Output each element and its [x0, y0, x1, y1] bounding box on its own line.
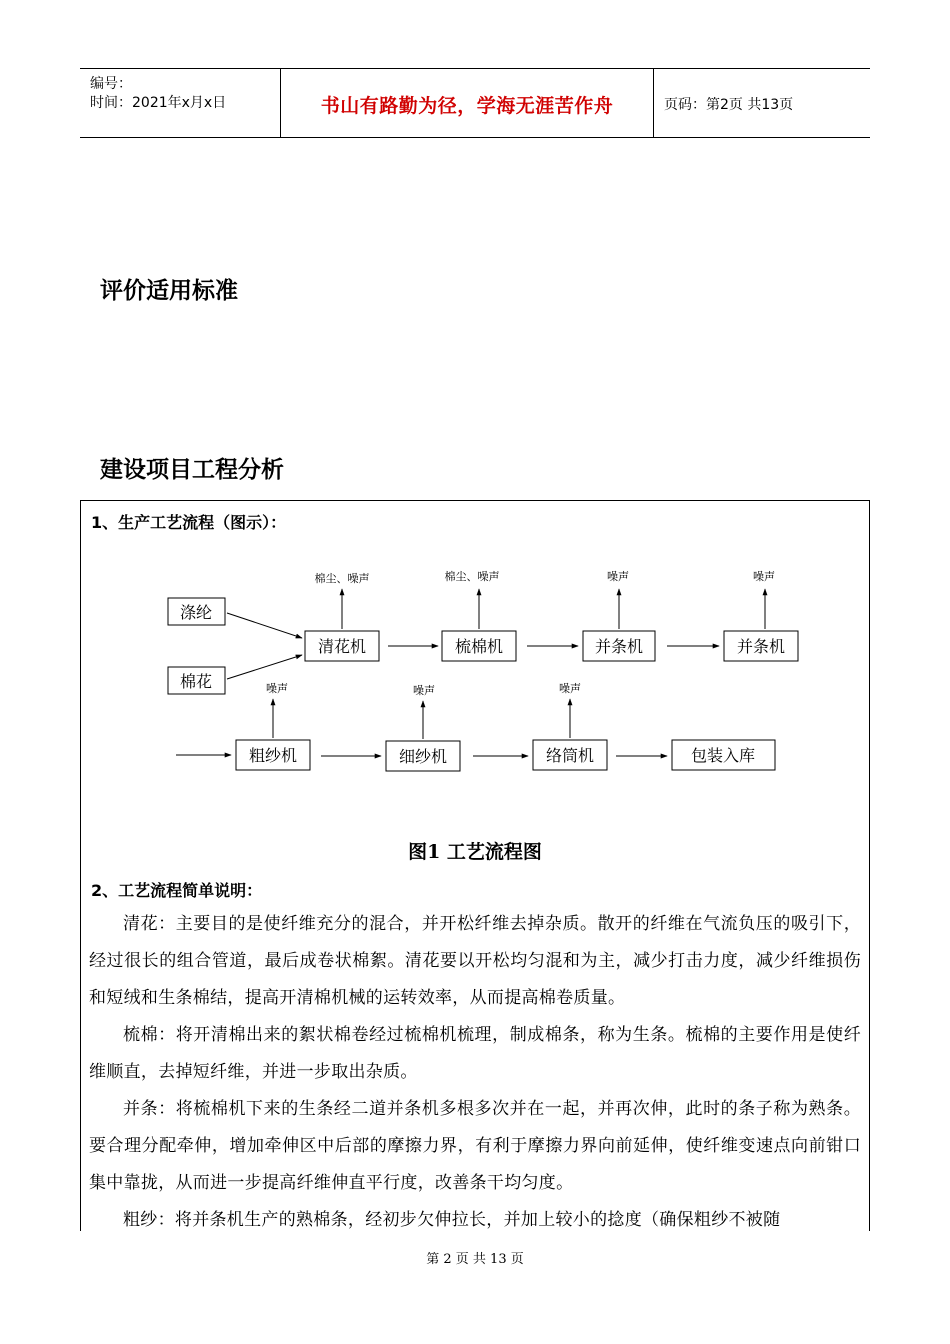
content-box: [80, 500, 870, 1231]
arrow-cotton-in: [227, 655, 302, 679]
heading-standards: 评价适用标准: [100, 278, 238, 304]
emission-label-7: 噪声: [559, 682, 581, 695]
label-shumian: 梳棉机: [454, 637, 504, 656]
section2-title: 2、工艺流程简单说明：: [91, 881, 263, 900]
label-luotong: 络筒机: [545, 746, 595, 765]
label-bingtiao-1: 并条机: [594, 637, 644, 656]
number-label: 编号：: [90, 76, 132, 92]
section1-title: 1、生产工艺流程（图示）：: [91, 513, 287, 532]
paragraph-shumian: 梳棉：将开清棉出来的絮状棉卷经过梳棉机梳理，制成棉条，称为生条。梳棉的主要作用是使纤维顺直，去掉短纤维，并进一步取出杂质。: [89, 1025, 861, 1082]
process-description: [89, 906, 861, 1239]
label-xisha: 细纱机: [398, 747, 448, 766]
emission-label-1: 棉尘、噪声: [314, 572, 370, 585]
process-flow-diagram: [81, 501, 869, 831]
emission-label-5: 噪声: [266, 682, 288, 695]
label-packaging: 包装入库: [690, 746, 756, 765]
emission-label-3: 噪声: [607, 570, 629, 583]
label-bingtiao-2: 并条机: [736, 637, 786, 656]
arrow-polyester-in: [227, 613, 302, 638]
input-label-polyester: 涤纶: [179, 603, 213, 622]
emission-label-6: 噪声: [413, 684, 435, 697]
emission-label-4: 噪声: [753, 570, 775, 583]
header-motto-cell: [281, 69, 654, 137]
paragraph-cusha: 粗纱：将并条机生产的熟棉条，经初步欠伸拉长，并加上较小的捻度（确保粗纱不被随: [123, 1210, 781, 1230]
input-label-cotton: 棉花: [179, 672, 213, 691]
header-meta-cell: [80, 69, 281, 137]
header-table: [80, 68, 870, 138]
label-cusha: 粗纱机: [248, 746, 298, 765]
page-footer: 第 2 页 共 13 页: [426, 1252, 524, 1267]
figure-caption: 图1 工艺流程图: [408, 841, 542, 863]
header-page-cell: [654, 69, 870, 137]
paragraph-bingtiao: 并条：将梳棉机下来的生条经二道并条机多根多次并在一起，并再次伸，此时的条子称为熟条。要合理分配牵伸，增加牵伸区中后部的摩擦力界，有利于摩擦力界向前延伸，使纤维变速点向前钳口集中靠拢，从而进一步提高纤维伸直平行度，改善条干均匀度。: [89, 1099, 861, 1193]
time-label: 时间：2021年x月x日: [90, 95, 227, 111]
heading-analysis: 建设项目工程分析: [100, 457, 284, 483]
motto: 书山有路勤为径，学海无涯苦作舟: [320, 95, 614, 117]
label-qinghua: 清花机: [317, 637, 367, 656]
emission-label-2: 棉尘、噪声: [444, 570, 500, 583]
paragraph-qinghua: 清花：主要目的是使纤维充分的混合，并开松纤维去掉杂质。散开的纤维在气流负压的吸引下，经过很长的组合管道，最后成卷状棉絮。清花要以开松均匀混和为主，减少打击力度，减少纤维损伤和短绒和生条棉结，提高开清棉机械的运转效率，从而提高棉卷质量。: [89, 914, 861, 1008]
page-info: 页码：第2页 共13页: [664, 97, 794, 113]
